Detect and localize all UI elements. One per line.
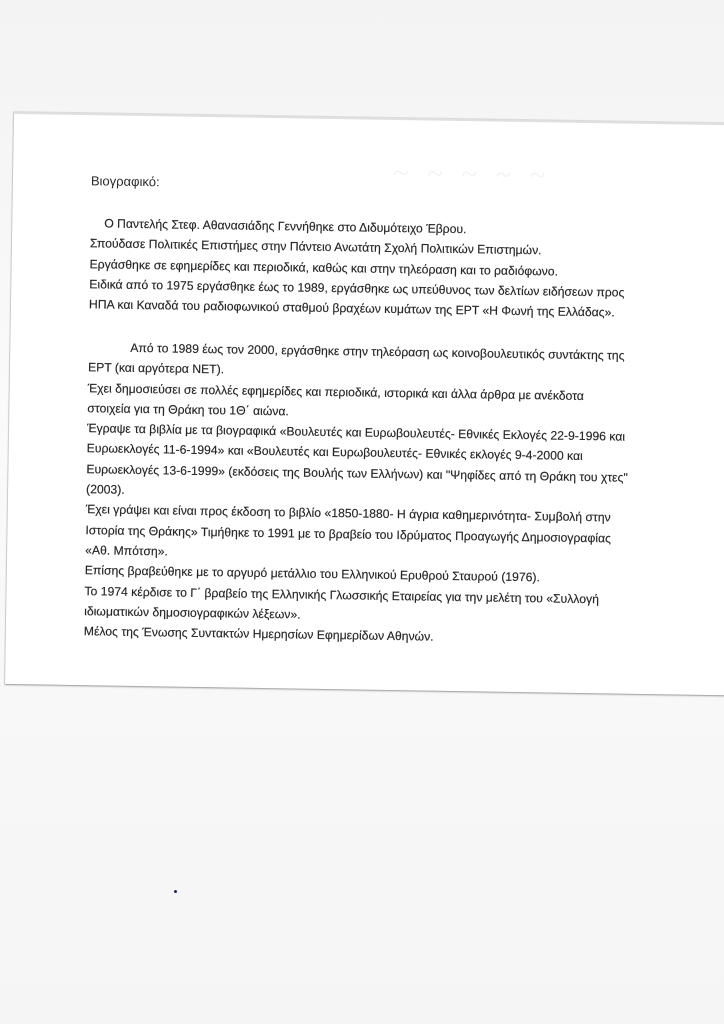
text-line: Σπούδασε Πολιτικές Επιστήμες στην Πάντειο Ανωτάτη Σχολή Πολιτικών Επιστημών.	[89, 236, 542, 258]
text-line: Εργάσθηκε σε εφημερίδες και περιοδικά, καθώς και στην τηλεόραση και το ραδιόφωνο.	[89, 256, 559, 279]
text-line: Έχει γράψει και είναι προς έκδοση το βιβλίο «1850-1880- Η άγρια καθημερινότητα- Συμβολή στην	[85, 502, 611, 525]
text-line: Επίσης βραβεύθηκε με το αργυρό μετάλλιο του Ελληνικού Ερυθρού Σταυρού (1976).	[84, 563, 541, 585]
text-line: ιδιωματικών δημοσιογραφικών λέξεων».	[84, 604, 301, 622]
document-paper	[5, 112, 724, 695]
text-line: Ευρωεκλογές 13-6-1999» (εκδόσεις της Βουλής των Ελλήνων) και "Ψηφίδες από τη Θράκη του χτες"	[86, 461, 628, 485]
text-line: Ευρωεκλογές 11-6-1994» και «Βουλευτές και Ευρωβουλευτές- Εθνικές εκλογές 9-4-2000 και	[86, 441, 583, 464]
text-line: Ο Παντελής Στεφ. Αθανασιάδης Γεννήθηκε στο Διδυμότειχο Έβρου.	[104, 216, 467, 237]
paper-edge	[14, 112, 724, 125]
text-line: ΕΡΤ (και αργότερα ΝΕΤ).	[87, 360, 225, 377]
text-line: Έχει δημοσιεύσει σε πολλές εφημερίδες και περιοδικά, ιστορικά και άλλα άρθρα με ανέκδοτα	[87, 380, 585, 403]
paragraph-biography-2	[84, 337, 724, 651]
document-title: Βιογραφικό:	[90, 173, 160, 190]
text-line: Μέλος της Ένωσης Συντακτών Ημερησίων Εφημερίδων Αθηνών.	[83, 624, 434, 644]
text-line: ΗΠΑ και Καναδά του ραδιοφωνικού σταθμού βραχέων κυμάτων της ΕΡΤ «Η Φωνή της Ελλάδας».	[88, 297, 615, 320]
text-line: Από το 1989 έως τον 2000, εργάσθηκε στην τηλεόραση ως κοινοβουλευτικός συντάκτης της	[130, 340, 625, 363]
text-line: στοιχεία για τη Θράκη του 1Θ΄ αιώνα.	[87, 401, 289, 419]
text-line: (2003).	[85, 482, 125, 497]
text-line: Ιστορία της Θράκης» Τιμήθηκε το 1991 με το βραβείο του Ιδρύματος Προαγωγής Δημοσιογραφίας	[85, 522, 612, 546]
scan-speck	[174, 890, 177, 893]
text-line: «Αθ. Μπότση».	[85, 543, 168, 559]
paragraph-biography-1	[89, 213, 724, 325]
text-line: Έγραψε τα βιβλία με τα βιογραφικά «Βουλευτές και Ευρωβουλευτές- Εθνικές Εκλογές 22-9-1996 και	[86, 421, 626, 444]
text-line: Το 1974 κέρδισε το Γ΄ βραβείο της Ελληνικής Γλωσσικής Εταιρείας για την μελέτη του «Συλλογή	[84, 583, 600, 606]
text-line: Ειδικά από το 1975 εργάσθηκε έως το 1989, εργάσθηκε ως υπεύθυνος των δελτίων ειδήσεων προς	[89, 277, 625, 300]
bleed-through-marks: ~ ~ ~ ~ ~	[392, 157, 552, 192]
